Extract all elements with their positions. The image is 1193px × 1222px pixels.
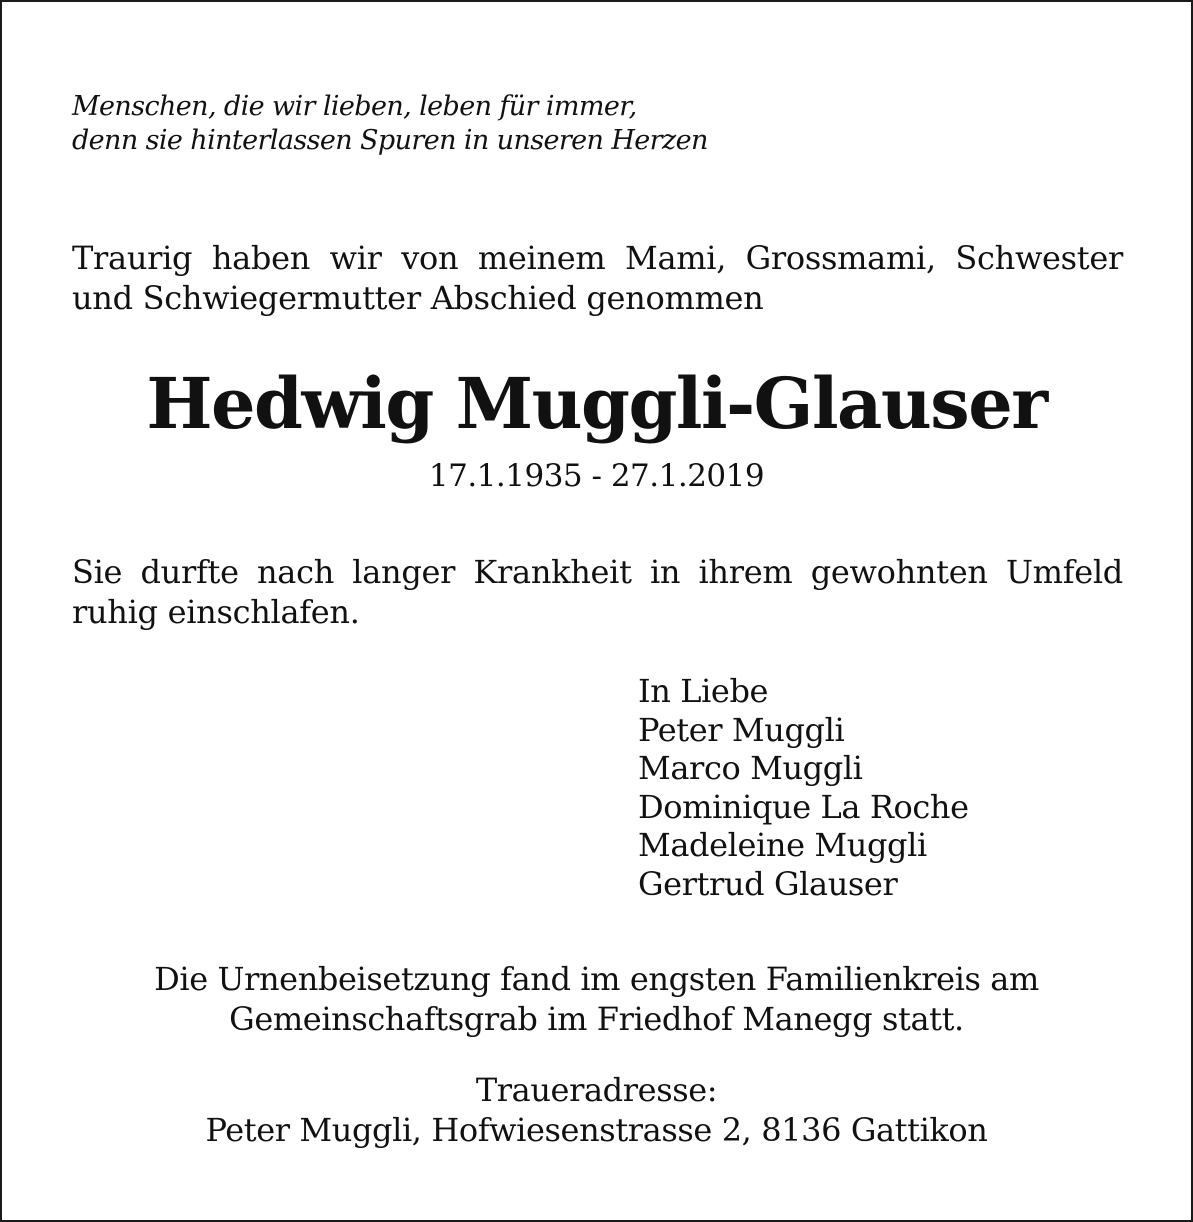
burial-paragraph <box>2 959 1191 1039</box>
signoff-block <box>638 672 969 903</box>
motto-line: Menschen, die wir lieben, leben für immer, <box>72 91 637 122</box>
mourner-name: Gertrud Glauser <box>638 864 898 903</box>
deceased-name: Hedwig Muggli-Glauser <box>146 362 1047 445</box>
life-dates: 17.1.1935 - 27.1.2019 <box>428 458 765 494</box>
intro-paragraph <box>72 238 1123 318</box>
statement-paragraph <box>72 552 1123 632</box>
statement-line: ruhig einschlafen. <box>72 593 360 631</box>
burial-line: Gemeinschaftsgrab im Friedhof Manegg statt. <box>229 1000 964 1038</box>
motto-line: denn sie hinterlassen Spuren in unseren Herzen <box>72 125 708 156</box>
burial-line: Die Urnenbeisetzung fand im engsten Familienkreis am <box>154 960 1039 998</box>
signoff-heading: In Liebe <box>638 672 769 710</box>
intro-line: Traurig haben wir von meinem Mami, Grossmami, Schwester <box>72 239 1123 277</box>
mourner-name: Dominique La Roche <box>638 787 969 826</box>
mourner-name: Peter Muggli <box>638 710 845 749</box>
motto-quote <box>72 90 708 158</box>
statement-line: Sie durfte nach langer Krankheit in ihrem gewohnten Umfeld <box>72 553 1123 591</box>
mourner-name: Madeleine Muggli <box>638 826 927 864</box>
mourning-address <box>2 1070 1191 1150</box>
mourner-name: Marco Muggli <box>638 749 863 787</box>
address-label: Traueradresse: <box>475 1071 718 1109</box>
address-value: Peter Muggli, Hofwiesenstrasse 2, 8136 Gattikon <box>205 1111 988 1149</box>
intro-line: und Schwiegermutter Abschied genommen <box>72 279 764 317</box>
